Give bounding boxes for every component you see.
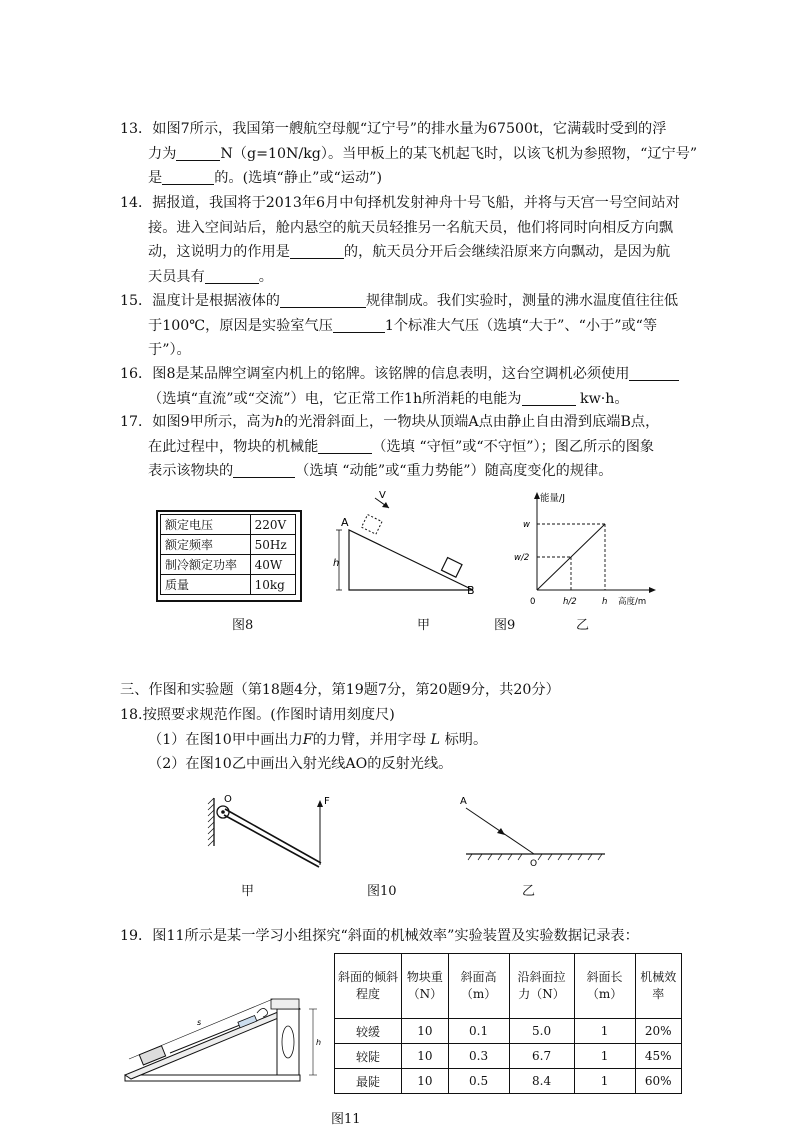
table-cell: 20% — [635, 1019, 682, 1044]
header-length: 斜面长（m） — [574, 954, 635, 1019]
lever-bar — [225, 809, 321, 863]
fig9-jia-caption: 甲 — [417, 618, 431, 633]
fig10-yi-caption: 乙 — [522, 884, 536, 899]
fig9-caption: 图9 — [494, 618, 516, 633]
base-board — [125, 1075, 300, 1081]
table-cell: 1 — [574, 1019, 635, 1044]
incident-ray-arrowhead — [497, 828, 505, 835]
origin-label: 0 — [530, 597, 536, 607]
y-axis-label: 能量/J — [540, 493, 566, 504]
question-17 — [120, 410, 659, 484]
header-height: 斜面高（m） — [448, 954, 509, 1019]
label-h: h — [316, 1038, 322, 1047]
spec-label: 质量 — [161, 575, 251, 595]
spec-row — [161, 555, 296, 575]
q18-sub-1 — [148, 728, 487, 753]
q13-line3-b: 的。(选填“静止”或“运动”) — [214, 170, 382, 186]
q19-data-table — [334, 953, 682, 1094]
q17-blank-2[interactable] — [233, 462, 295, 478]
support-block — [277, 1009, 299, 1075]
q15-blank-2[interactable] — [333, 317, 385, 333]
table-cell: 1 — [574, 1044, 635, 1069]
q16-blank-1[interactable] — [629, 365, 679, 381]
fig9-incline-diagram — [335, 490, 485, 600]
q15-line1-a: 温度计是根据液体的 — [152, 293, 280, 309]
wall-hatching — [208, 798, 214, 846]
q16-number: 16． — [120, 366, 153, 382]
q16-line2-a: （选填“直流”或“交流”）电，它正常工作1h所消耗的电能为 — [148, 390, 522, 407]
fig10-caption: 图10 — [367, 884, 397, 899]
q14-line1: 据报道，我国将于2013年6月中旬择机发射神舟十号飞船，并将与天宫一号空间站对 — [152, 195, 680, 211]
q15-line2-a: 于100℃，原因是实验室气压 — [148, 317, 333, 334]
table-cell: 8.4 — [509, 1069, 574, 1094]
header-incline: 斜面的倾斜程度 — [335, 954, 402, 1019]
q17-line2-a: 在此过程中，物块的机械能 — [148, 438, 319, 455]
question-19 — [120, 924, 639, 949]
q18-number: 18. — [120, 707, 143, 723]
label-o: O — [530, 859, 538, 869]
x-axis-label: 高度/m — [618, 597, 647, 607]
table-cell: 0.3 — [448, 1044, 509, 1069]
q14-blank-2[interactable] — [205, 268, 259, 284]
pulley-block — [271, 999, 299, 1009]
question-15 — [120, 289, 678, 363]
q14-number: 14． — [120, 195, 153, 211]
table-header-row — [335, 954, 682, 1019]
table-row — [335, 1044, 682, 1069]
q13-blank-1[interactable] — [176, 145, 220, 161]
table-row — [335, 1019, 682, 1044]
q17-line1-a: 如图9甲所示，高为 — [152, 414, 275, 430]
spec-label: 额定电压 — [161, 515, 251, 535]
label-a: A — [460, 796, 467, 807]
label-v: V — [379, 490, 386, 501]
q18-sub1-c: 标明。 — [444, 732, 488, 748]
q13-blank-2[interactable] — [162, 169, 214, 185]
q18-symbol-l: L — [430, 732, 441, 748]
inclined-board — [125, 1005, 300, 1079]
table-cell: 5.0 — [509, 1019, 574, 1044]
table-cell: 最陡 — [335, 1069, 402, 1094]
fig10-lever-diagram — [208, 790, 338, 870]
incline-triangle — [349, 530, 473, 590]
table-cell: 1 — [574, 1069, 635, 1094]
fig8-caption: 图8 — [232, 618, 254, 633]
q18-text: 按照要求规范作图。(作图时请用刻度尺) — [142, 707, 395, 723]
q19-text: 图11所示是某一学习小组探究“斜面的机械效率”实验装置及实验数据记录表： — [152, 928, 639, 944]
table-cell: 较陡 — [335, 1044, 402, 1069]
question-18 — [120, 703, 395, 728]
q15-line2-b: 1个标准大气压（选填“大于”、“小于”或“等 — [384, 317, 658, 334]
header-pull-force: 沿斜面拉力（N） — [509, 954, 574, 1019]
h-label: h — [602, 597, 608, 607]
fig8-spec-table — [160, 514, 296, 595]
q16-line2-b: kw·h。 — [580, 390, 629, 407]
block-end — [441, 558, 462, 578]
q18-symbol-f: F — [302, 732, 313, 748]
header-efficiency: 机械效率 — [635, 954, 682, 1019]
spec-label: 制冷额定功率 — [161, 555, 251, 575]
table-cell: 10 — [402, 1044, 448, 1069]
q17-blank-1[interactable] — [318, 438, 372, 454]
q17-symbol-h: h — [274, 414, 284, 430]
label-s: s — [197, 1018, 202, 1027]
q16-blank-2[interactable] — [522, 390, 576, 406]
q14-line4-b: 。 — [258, 268, 273, 285]
table-cell: 0.5 — [448, 1069, 509, 1094]
question-13 — [120, 117, 697, 191]
table-cell: 10 — [402, 1069, 448, 1094]
table-cell: 60% — [635, 1069, 682, 1094]
q17-line1-b: 的光滑斜面上，一物块从顶端A点由静止自由滑到底端B点， — [283, 414, 660, 430]
q16-line1: 图8是某品牌空调室内机上的铭牌。该铭牌的信息表明，这台空调机必须使用 — [152, 366, 630, 382]
q17-line3-b: （选填 “动能”或“重力势能”）随高度变化的规律。 — [295, 463, 613, 479]
q14-line3-a: 动，这说明力的作用是 — [148, 244, 290, 260]
w-half-label: w/2 — [514, 553, 530, 563]
q15-blank-1[interactable] — [280, 292, 366, 308]
q17-number: 17． — [120, 414, 153, 430]
table-cell: 0.1 — [448, 1019, 509, 1044]
q14-line3-b: 的，航天员分开后会继续沿原来方向飘动，是因为航 — [343, 244, 671, 260]
spec-value: 40W — [250, 555, 295, 575]
spec-label: 额定频率 — [161, 535, 251, 555]
spec-value: 10kg — [250, 575, 295, 595]
table-cell: 10 — [402, 1019, 448, 1044]
q18-sub1-b: 的力臂，并用字母 — [312, 732, 427, 748]
block-start-dashed — [361, 515, 382, 535]
label-a: A — [341, 516, 349, 529]
question-14 — [120, 191, 680, 289]
q18-sub-2: （2）在图10乙中画出入射光线AO的反射光线。 — [148, 756, 453, 772]
section-3-title: 三、作图和实验题（第18题4分，第19题7分，第20题9分，共20分） — [120, 682, 560, 698]
spec-row — [161, 535, 296, 555]
fig10-mirror-diagram — [460, 790, 610, 870]
table-cell: 较缓 — [335, 1019, 402, 1044]
header-weight: 物块重（N） — [402, 954, 448, 1019]
q13-line3-a: 是 — [148, 170, 163, 186]
w-label: w — [523, 520, 530, 530]
table-cell: 6.7 — [509, 1044, 574, 1069]
q19-number: 19． — [120, 928, 153, 944]
q15-line1-b: 规律制成。我们实验时，测量的沸水温度值往往低 — [365, 293, 679, 309]
h-half-label: h/2 — [563, 597, 577, 607]
fig10-jia-caption: 甲 — [241, 884, 255, 899]
spec-value: 220V — [250, 515, 295, 535]
table-cell: 45% — [635, 1044, 682, 1069]
spec-value: 50Hz — [250, 535, 295, 555]
q14-line2: 接。进入空间站后，舱内悬空的航天员轻推另一名航天员，他们将同时向相反方向飘 — [148, 219, 673, 236]
q17-line2-b: （选填 “守恒”或“不守恒”）；图乙所示的图象 — [372, 438, 655, 455]
fig9-yi-caption: 乙 — [576, 618, 590, 633]
label-f: F — [324, 796, 330, 807]
question-16 — [120, 362, 679, 411]
q15-number: 15． — [120, 293, 153, 309]
q14-line4-a: 天员具有 — [148, 268, 205, 285]
fig11-caption: 图11 — [331, 1112, 361, 1127]
q18-sub1-a: （1）在图10甲中画出力 — [148, 732, 303, 748]
q13-line1: 如图7所示，我国第一艘航空母舰“辽宁号”的排水量为67500t，它满载时受到的浮 — [152, 121, 667, 137]
fig11-apparatus — [115, 975, 330, 1085]
fig9-energy-graph — [510, 488, 660, 613]
hand — [257, 1008, 268, 1017]
label-h: h — [333, 558, 340, 569]
q15-line3: 于”）。 — [148, 342, 191, 358]
spec-row — [161, 575, 296, 595]
spec-row — [161, 515, 296, 535]
label-o: O — [224, 794, 232, 805]
q14-blank-1[interactable] — [290, 243, 344, 259]
q13-line2-a: 力为 — [148, 145, 177, 162]
q17-line3-a: 表示该物块的 — [148, 463, 234, 479]
table-row — [335, 1069, 682, 1094]
label-b: B — [467, 584, 475, 597]
q13-number: 13． — [120, 121, 153, 137]
q13-line2-b: N（g=10N/kg）。当甲板上的某飞机起飞时，以该飞机为参照物，“辽宁号” — [220, 145, 698, 162]
